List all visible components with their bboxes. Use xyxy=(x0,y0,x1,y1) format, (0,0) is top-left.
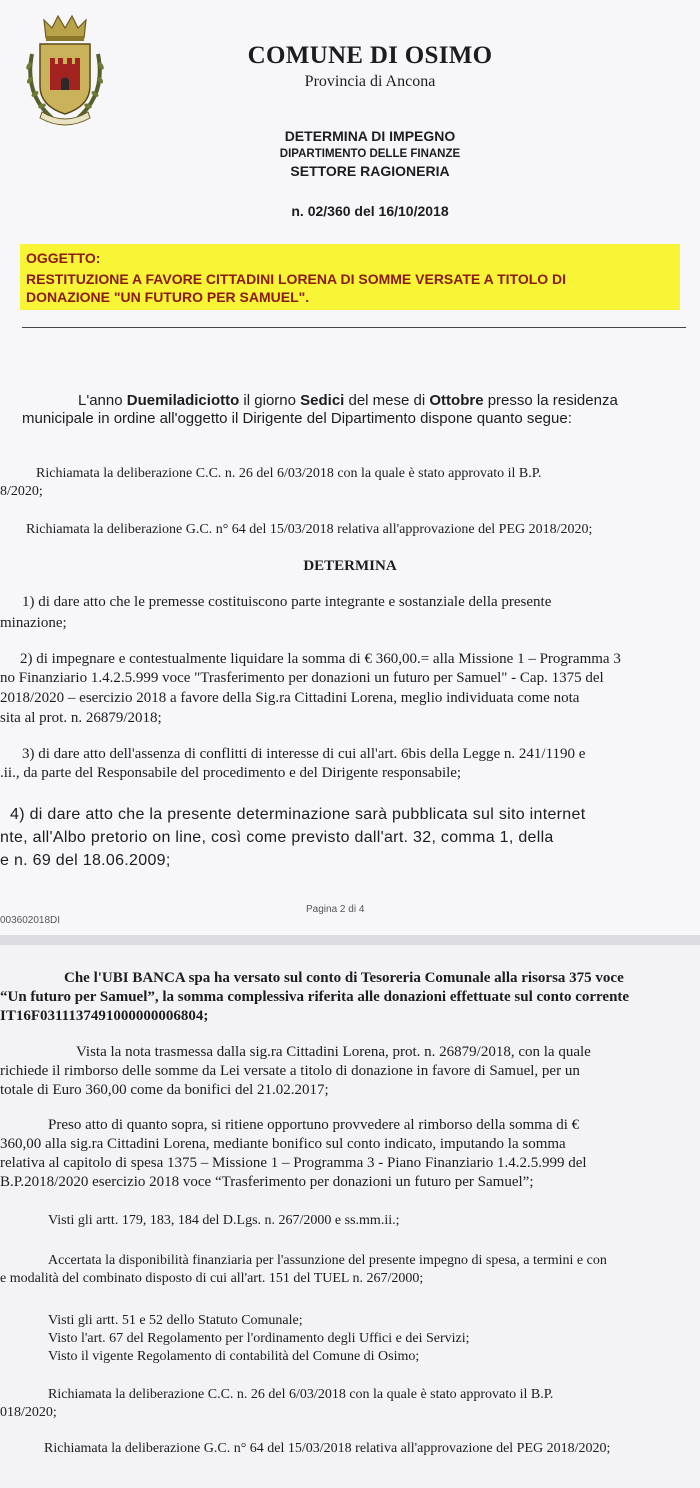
ubi-iban: IT16F0311137491000000006804; xyxy=(0,1008,209,1024)
visti-artt-179: Visti gli artt. 179, 183, 184 del D.Lgs. n. 267/2000 e ss.mm.ii.; xyxy=(48,1213,400,1228)
province-name: Provincia di Ancona xyxy=(304,73,436,90)
recital-gc-p2: Richiamata la deliberazione G.C. n° 64 del 15/03/2018 relativa all'approvazione del PEG 2018/2020; xyxy=(44,1441,611,1456)
point-2-line-1: 2) di impegnare e contestualmente liquidare la somma di € 360,00.= alla Missione 1 – Programma 3 xyxy=(20,651,621,667)
point-3-line-1: 3) di dare atto dell'assenza di conflitti di interesse di cui all'art. 6bis della Legge n. 241/1190 e xyxy=(22,746,586,762)
point-2-line-4: sita al prot. n. 26879/2018; xyxy=(0,710,162,726)
town-name: COMUNE DI OSIMO xyxy=(247,42,493,69)
intro-text: del mese di xyxy=(344,392,430,409)
vista-line-3: totale di Euro 360,00 come da bonifici del 21.02.2017; xyxy=(0,1082,329,1098)
ubi-line-1: Che l'UBI BANCA spa ha versato sul conto di Tesoreria Comunale alla risorsa 375 voce xyxy=(64,970,624,986)
intro-text: L'anno xyxy=(78,392,127,409)
document-number: n. 02/360 del 16/10/2018 xyxy=(291,203,449,219)
determina-heading: DETERMINA xyxy=(303,558,397,574)
preso-line-3: relativa al capitolo di spesa 1375 – Missione 1 – Programma 3 - Piano Finanziario 1.4.2.5.999 del xyxy=(0,1155,587,1171)
divider xyxy=(22,327,686,328)
subject-line-2: DONAZIONE "UN FUTURO PER SAMUEL". xyxy=(26,289,310,305)
page-separator xyxy=(0,935,700,945)
subject-box xyxy=(20,244,680,310)
point-3-line-2: .ii., da parte del Responsabile del procedimento e del Dirigente responsabile; xyxy=(0,765,462,781)
visto-regolamento-uffici: Visto l'art. 67 del Regolamento per l'ordinamento degli Uffici e dei Servizi; xyxy=(48,1331,470,1346)
subject-line-1: RESTITUZIONE A FAVORE CITTADINI LORENA DI SOMME VERSATE A TITOLO DI xyxy=(26,271,567,287)
recital-cc-line-2-p2: 018/2020; xyxy=(0,1405,57,1420)
visto-regolamento-contabilita: Visto il vigente Regolamento di contabilità del Comune di Osimo; xyxy=(48,1349,420,1364)
point-1-line-1: 1) di dare atto che le premesse costituiscono parte integrante e sostanziale della presente xyxy=(22,594,552,610)
intro-line-1 xyxy=(78,392,618,409)
intro-line-2: municipale in ordine all'oggetto il Dirigente del Dipartimento dispone quanto segue: xyxy=(22,410,572,427)
intro-day: Sedici xyxy=(300,392,345,409)
recital-gc: Richiamata la deliberazione G.C. n° 64 del 15/03/2018 relativa all'approvazione del PEG 2018/2020; xyxy=(26,522,593,537)
footer-code: 003602018DI xyxy=(0,915,61,926)
preso-line-1: Preso atto di quanto sopra, si ritiene opportuno provvedere al rimborso della somma di € xyxy=(48,1117,580,1133)
footer-page-number: Pagina 2 di 4 xyxy=(306,904,365,915)
document-type: DETERMINA DI IMPEGNO xyxy=(284,128,456,144)
recital-cc-line-2: 8/2020; xyxy=(0,484,43,499)
preso-line-2: 360,00 alla sig.ra Cittadini Lorena, mediante bonifico sul conto indicato, imputando la somma xyxy=(0,1136,566,1152)
vista-line-2: richiede il rimborso delle somme da Lei versate a titolo di donazione in favore di Samuel, per un xyxy=(0,1063,580,1079)
point-4-line-1: 4) di dare atto che la presente determinazione sarà pubblicata sul sito internet xyxy=(10,806,586,823)
municipal-crest-logo xyxy=(22,14,108,130)
intro-month: Ottobre xyxy=(429,392,484,409)
point-1-line-2: minazione; xyxy=(0,615,67,631)
recital-cc-line-1: Richiamata la deliberazione C.C. n. 26 del 6/03/2018 con la quale è stato approvato il B.P. xyxy=(36,466,542,481)
recital-cc-line-1-p2: Richiamata la deliberazione C.C. n. 26 del 6/03/2018 con la quale è stato approvato il B.P. xyxy=(48,1387,554,1402)
ubi-line-2: “Un futuro per Samuel”, la somma complessiva riferita alle donazioni effettuate sul conto corrente xyxy=(0,989,630,1005)
vista-line-1: Vista la nota trasmessa dalla sig.ra Cittadini Lorena, prot. n. 26879/2018, con la quale xyxy=(76,1044,591,1060)
document-page-2 xyxy=(0,945,700,1488)
intro-year: Duemiladiciotto xyxy=(126,392,240,409)
point-2-line-2: no Finanziario 1.4.2.5.999 voce "Trasferimento per donazioni un futuro per Samuel" - Cap. 1375 del xyxy=(0,670,604,686)
accertata-line-1: Accertata la disponibilità finanziaria per l'assunzione del presente impegno di spesa, a termini e con xyxy=(48,1253,607,1268)
intro-text: il giorno xyxy=(239,392,301,409)
point-4-line-2: nte, all'Albo pretorio on line, così come previsto dall'art. 32, comma 1, della xyxy=(0,829,554,846)
department-name: DIPARTIMENTO DELLE FINANZE xyxy=(279,148,461,160)
sector-name: SETTORE RAGIONERIA xyxy=(290,163,450,179)
point-4-line-3: e n. 69 del 18.06.2009; xyxy=(0,852,171,869)
subject-label: OGGETTO: xyxy=(26,250,101,266)
preso-line-4: B.P.2018/2020 esercizio 2018 voce “Trasferimento per donazioni un futuro per Samuel”; xyxy=(0,1174,534,1190)
point-2-line-3: 2018/2020 – esercizio 2018 a favore della Sig.ra Cittadini Lorena, meglio individuata come nota xyxy=(0,690,580,706)
visti-statuto: Visti gli artt. 51 e 52 dello Statuto Comunale; xyxy=(48,1313,303,1328)
accertata-line-2: e modalità del combinato disposto di cui all'art. 151 del TUEL n. 267/2000; xyxy=(0,1271,424,1286)
intro-text: presso la residenza xyxy=(483,392,618,409)
